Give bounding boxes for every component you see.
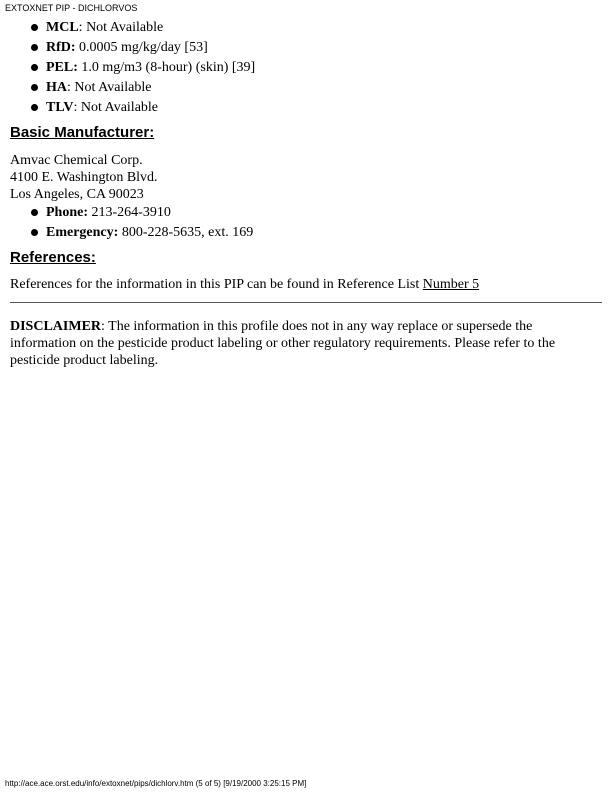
reference-list-link[interactable]: Number 5 bbox=[422, 277, 480, 292]
disclaimer: DISCLAIMER: The information in this profile does not in any way replace or supersede the information on the pesticide product labeling or other regulatory requirements. Please refer to the pesticide product labeling. bbox=[10, 319, 556, 368]
manufacturer-address: Amvac Chemical Corp. 4100 E. Washington Blvd. Los Angeles, CA 90023 bbox=[10, 153, 158, 202]
bullet-icon bbox=[31, 84, 38, 91]
references-text: References for the information in this PIP can be found in Reference List Number 5 bbox=[10, 277, 480, 292]
list-item: RfD: 0.0005 mg/kg/day [53] bbox=[30, 39, 255, 59]
list-item: Emergency: 800-228-5635, ext. 169 bbox=[30, 224, 253, 244]
manufacturer-heading: Basic Manufacturer: bbox=[10, 124, 155, 141]
contacts-list bbox=[30, 204, 253, 244]
bullet-icon bbox=[31, 24, 38, 31]
bullet-icon bbox=[31, 104, 38, 111]
bullet-icon bbox=[31, 64, 38, 71]
bullet-icon bbox=[31, 229, 38, 236]
exposure-limits-list bbox=[30, 19, 255, 119]
list-item: MCL: Not Available bbox=[30, 19, 255, 39]
list-item: TLV: Not Available bbox=[30, 99, 255, 119]
list-item: Phone: 213-264-3910 bbox=[30, 204, 253, 224]
references-heading: References: bbox=[10, 249, 96, 266]
page-header: EXTOXNET PIP - DICHLORVOS bbox=[5, 3, 138, 13]
list-item: PEL: 1.0 mg/m3 (8-hour) (skin) [39] bbox=[30, 59, 255, 79]
page-footer: http://ace.ace.orst.edu/info/extoxnet/pips/dichlorv.htm (5 of 5) [9/19/2000 3:25:15 PM] bbox=[5, 779, 307, 788]
divider bbox=[10, 302, 602, 303]
bullet-icon bbox=[31, 44, 38, 51]
bullet-icon bbox=[31, 209, 38, 216]
list-item: HA: Not Available bbox=[30, 79, 255, 99]
